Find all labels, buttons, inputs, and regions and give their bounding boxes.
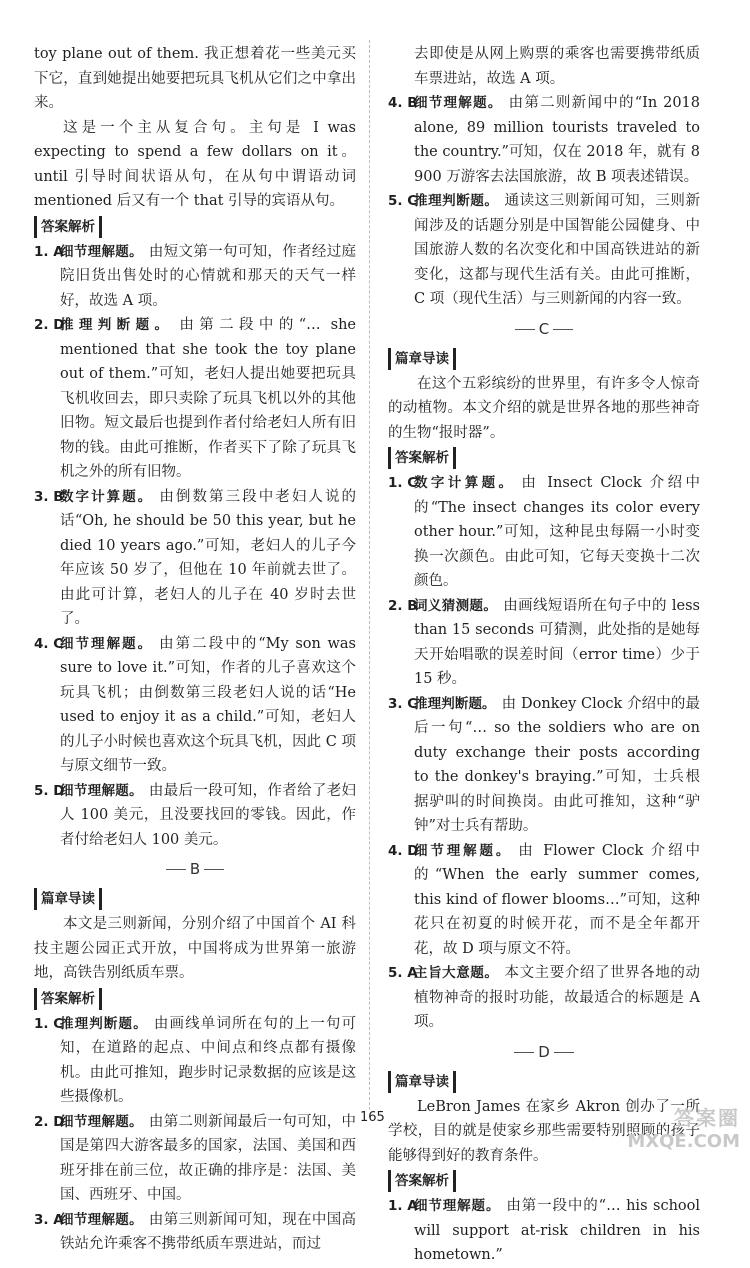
answer-text: 由 Flower Clock 介绍中的“When the early summer comes, this kind of flower blooms…”可知，这种花只在初夏的时候开花，而不是全年都开花，故 D 项与原文不符。 [414,842,700,957]
section-c-divider [388,312,700,346]
answer-text: 本文主要介绍了世界各地的动植物神奇的报时功能，故最适合的标题是 A 项。 [414,965,700,1030]
question-type: 细节理解题。 [414,95,503,111]
answer-text: 由画线短语所在句子中的 less than 15 seconds 可猜测，此处指的是她每天开始唱歌的误差时间（error time）少于 15 秒。 [414,597,700,687]
watermark-bottom-text: MXQE.COM [627,1131,740,1152]
left-column [34,42,356,1257]
answer-item [388,1194,700,1268]
answer-number: 1. C [34,1015,64,1032]
answer-text: 由第三则新闻可知，现在中国高铁站允许乘客不携带纸质车票进站，而过 [60,1211,357,1252]
answer-item [34,1012,356,1110]
page-number: 165 [360,1110,385,1125]
answer-heading-d: 答案解析 [388,1170,456,1192]
question-type: 细节理解题。 [60,1113,143,1130]
answer-number: 5. C [388,193,418,209]
answers-list-a [34,240,356,853]
answer-text: 由最后一段可知，作者给了老妇人 100 美元，且没要找回的零钱。因此，作者付给老妇人 100 美元。 [60,782,357,848]
answer-number: 4. D [388,842,419,859]
answer-number: 3. C [388,695,418,712]
answer-number: 3. A [34,1211,64,1228]
answer-item [388,839,700,962]
question-type: 推理判断题。 [414,193,499,209]
answer-text: 由短文第一句可知，作者经过庭院旧货出售处时的心情就和那天的天气一样好，故选 A 项。 [60,243,357,309]
answer-item [388,471,700,594]
question-type: 推理判断题。 [60,317,174,333]
question-type: 细节理解题。 [414,1198,501,1214]
answer-text: 由第二段中的“My son was sure to love it.”可知，作者的儿子喜欢这个玩具飞机；由倒数第三段老妇人说的话“He used to enjoy it as a child.”可知，老妇人的儿子小时候也喜欢这个玩具飞机，因此 C 项与原文细节一致。 [60,635,356,774]
answer-item [388,594,700,692]
question-type: 细节理解题。 [60,1211,143,1228]
section-letter-b: B [189,860,201,878]
right-column [388,42,700,1268]
guide-paragraph-b: 本文是三则新闻，分别介绍了中国首个 AI 科技主题公园正式开放，中国将成为世界第一旅游地，高铁告别纸质车票。 [34,916,356,981]
section-d-divider [388,1035,700,1069]
guide-paragraph-d: LeBron James 在家乡 Akron 创办了一所学校，目的就是使家乡那些需要特别照顾的孩子能够得到好的教育条件。 [388,1098,700,1164]
answer-item [388,189,700,312]
section-letter-d: D [538,1042,550,1061]
answers-list-d [388,1194,700,1268]
guide-paragraph-c: 在这个五彩缤纷的世界里，有许多令人惊奇的动植物。本文介绍的就是世界各地的那些神奇的生物“报时器”。 [388,375,700,441]
guide-heading-d: 篇章导读 [388,1071,456,1093]
answers-list-c [388,471,700,1035]
answer-number: 2. D [34,317,65,333]
answer-text: 由画线单词所在句的上一句可知，在道路的起点、中间点和终点都有摄像机。由此可推知，跑步时记录数据的应该是这些摄像机。 [60,1015,357,1105]
answer-number: 5. D [34,782,65,799]
column-divider [369,40,370,1110]
answer-number: 1. A [388,1198,418,1214]
intro-paragraph-1: toy plane out of them. 我正想着花一些美元买下它，直到她提出她要把玩具飞机从它们之中拿出来。 [34,46,356,111]
answer-heading: 答案解析 [34,216,102,238]
continuation-paragraph: 去即使是从网上购票的乘客也需要携带纸质车票进站，故选 A 项。 [414,46,700,87]
answer-number: 1. A [34,243,64,260]
guide-heading-b: 篇章导读 [34,888,102,910]
answer-text: 由第一段中的“… his school will support at-risk children in his hometown.” [414,1198,701,1263]
answers-list-b-continued [388,91,700,312]
question-type: 细节理解题。 [60,635,154,652]
answer-item [388,91,700,189]
answers-list-b [34,1012,356,1257]
answer-number: 4. B [388,95,418,111]
section-letter-c: C [538,319,550,338]
answer-item [388,961,700,1035]
question-type: 数字计算题。 [60,488,154,505]
question-type: 主旨大意题。 [414,965,499,981]
question-type: 推理判断题。 [414,695,496,712]
answer-item [34,1208,356,1257]
answer-item [34,313,356,485]
answer-item [34,240,356,314]
answer-item [34,1110,356,1208]
answer-number: 5. A [388,965,418,981]
answer-text: 通读这三则新闻可知，三则新闻涉及的话题分别是中国智能公园健身、中国旅游人数的名次变化和中国高铁进站的新变化，这都与现代生活有关。由此可推断，C 项（现代生活）与三则新闻的内容一致。 [414,193,700,307]
answer-item [34,485,356,632]
question-type: 词义猜测题。 [414,597,498,614]
answer-number: 2. D [34,1113,65,1130]
answer-item [34,779,356,853]
guide-heading-c: 篇章导读 [388,348,456,370]
answer-text: 由倒数第三段中老妇人说的话“Oh, he should be 50 this year, but he died 10 years ago.”可知，老妇人的儿子今年应该 50 岁了，但他在 10 年前就去世了。由此可计算，老妇人的儿子在 40 岁时去世了。 [60,488,357,627]
watermark-logo [620,1106,740,1156]
answer-heading-b: 答案解析 [34,988,102,1010]
answer-text: 由第二段中的“… she mentioned that she took the toy plane out of them.”可知，老妇人提出她要把玩具飞机收回去，即只卖除了玩具飞机以外的其他旧物。短文最后也提到作者付给老妇人所有旧物的钱。由此可推断，作者买下了除了玩具飞机之外的所有旧物。 [60,317,356,480]
answer-text: 由 Donkey Clock 介绍中的最后一句“… so the soldiers who are on duty exchange their posts according to the donkey's braying.”可知，士兵根据驴叫的时间换岗。由此可推知，这种“驴钟”对士兵有帮助。 [414,695,701,834]
answer-text: 由第二则新闻中的“In 2018 alone, 89 million tourists traveled to the country.”可知，仅在 2018 年，就有 8 900 万游客去法国旅游，故 B 项表述错误。 [414,95,700,185]
answer-item [34,632,356,779]
intro-paragraph-2: 这是一个主从复合句。主句是 I was expecting to spend a few dollars on it。until 引导时间状语从句，在从句中谓语动词 mentioned 后又有一个 that 引导的宾语从句。 [34,119,356,209]
section-b-divider [34,852,356,886]
answer-heading-c: 答案解析 [388,447,456,469]
answer-text: 由第二则新闻最后一句可知，中国是第四大游客最多的国家，法国、美国和西班牙排在前三位，故正确的排序是：法国、美国、西班牙、中国。 [60,1113,357,1203]
answer-number: 2. B [388,597,418,614]
question-type: 推理判断题。 [60,1015,148,1032]
answer-number: 3. B [34,488,64,505]
question-type: 细节理解题。 [414,842,513,859]
question-type: 细节理解题。 [60,782,143,799]
answer-number: 1. C [388,475,418,491]
answer-number: 4. C [34,635,64,652]
watermark-top-text: 答案圈 [674,1106,740,1130]
question-type: 细节理解题。 [60,243,143,260]
answer-item [388,692,700,839]
answer-text: 由 Insect Clock 介绍中的“The insect changes its color every other hour.”可知，这种昆虫每隔一小时变换一次颜色。由此可知，它每天变换十二次颜色。 [414,475,701,589]
question-type: 数字计算题。 [414,475,516,491]
